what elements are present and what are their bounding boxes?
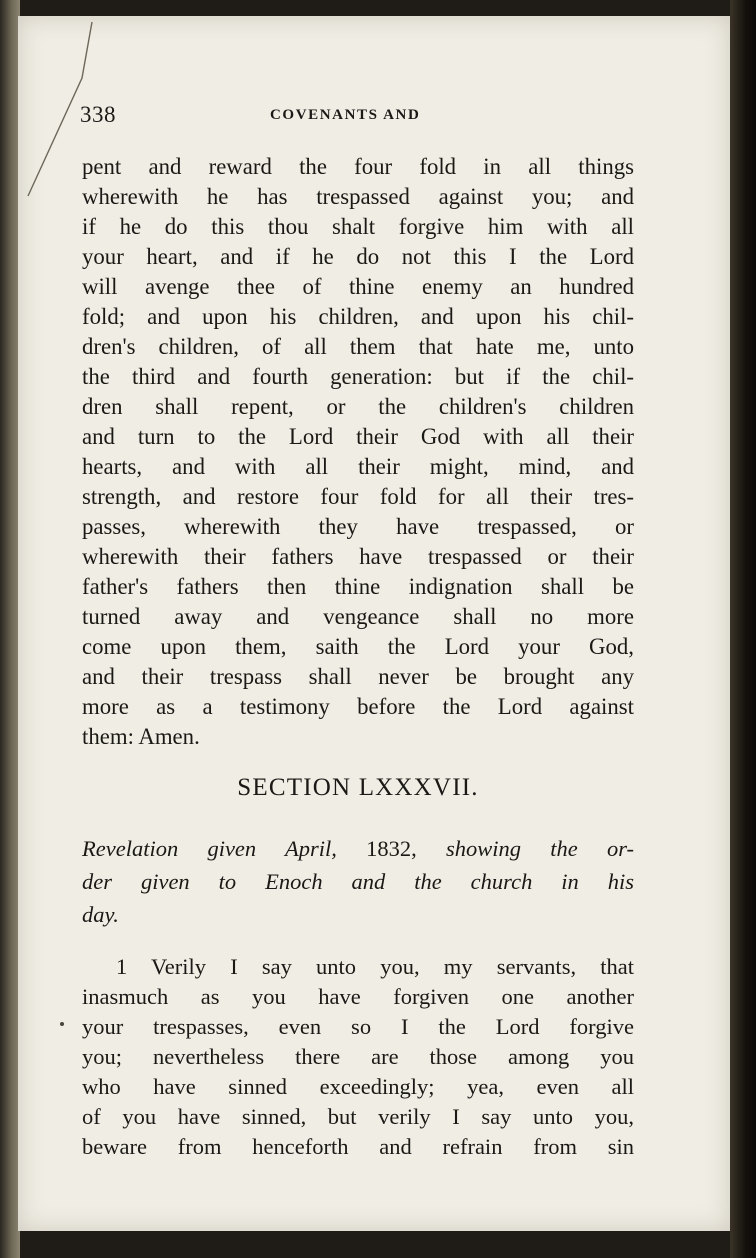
text-line: and turn to the Lord their God with all their xyxy=(82,424,634,449)
intro-line xyxy=(82,898,634,931)
verse-line: you; nevertheless there are those among you xyxy=(82,1044,634,1069)
text-line: come upon them, saith the Lord your God, xyxy=(82,634,634,659)
text-line: dren shall repent, or the children's children xyxy=(82,394,634,419)
section-heading: SECTION LXXXVII. xyxy=(237,774,479,801)
intro-line xyxy=(82,832,634,865)
verse-line: who have sinned exceedingly; yea, even all xyxy=(82,1074,634,1099)
text-line: fold; and upon his children, and upon his chil- xyxy=(82,304,634,329)
text-line: will avenge thee of thine enemy an hundred xyxy=(82,274,634,299)
verse-line: your trespasses, even so I the Lord forgive xyxy=(82,1014,634,1039)
text-line: passes, wherewith they have trespassed, or xyxy=(82,514,634,539)
intro-text: showing the or- xyxy=(416,836,634,861)
intro-year: 1832, xyxy=(336,836,417,861)
text-line: more as a testimony before the Lord against xyxy=(82,694,634,719)
text-line: the third and fourth generation: but if the chil- xyxy=(82,364,634,389)
intro-line xyxy=(82,865,634,898)
text-line: strength, and restore four fold for all their tres- xyxy=(82,484,634,509)
running-head xyxy=(80,102,636,132)
margin-speck xyxy=(60,1022,64,1026)
book-gutter-edge xyxy=(0,0,20,1258)
page-number: 338 xyxy=(80,102,116,127)
text-line: father's fathers then thine indignation shall be xyxy=(82,574,634,599)
intro-text: Revelation given April, xyxy=(82,836,337,861)
verse-line: of you have sinned, but verily I say unto you, xyxy=(82,1104,634,1129)
text-line: if he do this thou shalt forgive him with all xyxy=(82,214,634,239)
text-line: and their trespass shall never be brought any xyxy=(82,664,634,689)
body-text xyxy=(82,152,634,752)
intro-text: day. xyxy=(82,902,119,927)
verse-line: beware from henceforth and refrain from sin xyxy=(82,1134,634,1159)
text-line: pent and reward the four fold in all things xyxy=(82,154,634,179)
verse-line: inasmuch as you have forgiven one another xyxy=(82,984,634,1009)
verse-text xyxy=(82,952,634,1162)
intro-text: der given to Enoch and the church in his xyxy=(82,869,634,894)
text-line: wherewith he has trespassed against you; and xyxy=(82,184,634,209)
text-line: turned away and vengeance shall no more xyxy=(82,604,634,629)
text-line: wherewith their fathers have trespassed or their xyxy=(82,544,634,569)
verse-line: 1 Verily I say unto you, my servants, that xyxy=(116,954,634,979)
text-line: them: Amen. xyxy=(82,724,200,749)
text-line: hearts, and with all their might, mind, and xyxy=(82,454,634,479)
text-line: your heart, and if he do not this I the Lord xyxy=(82,244,634,269)
section-intro xyxy=(82,832,634,931)
text-line: dren's children, of all them that hate me, unto xyxy=(82,334,634,359)
running-title: COVENANTS AND xyxy=(270,107,421,123)
book-fore-edge xyxy=(730,0,756,1258)
